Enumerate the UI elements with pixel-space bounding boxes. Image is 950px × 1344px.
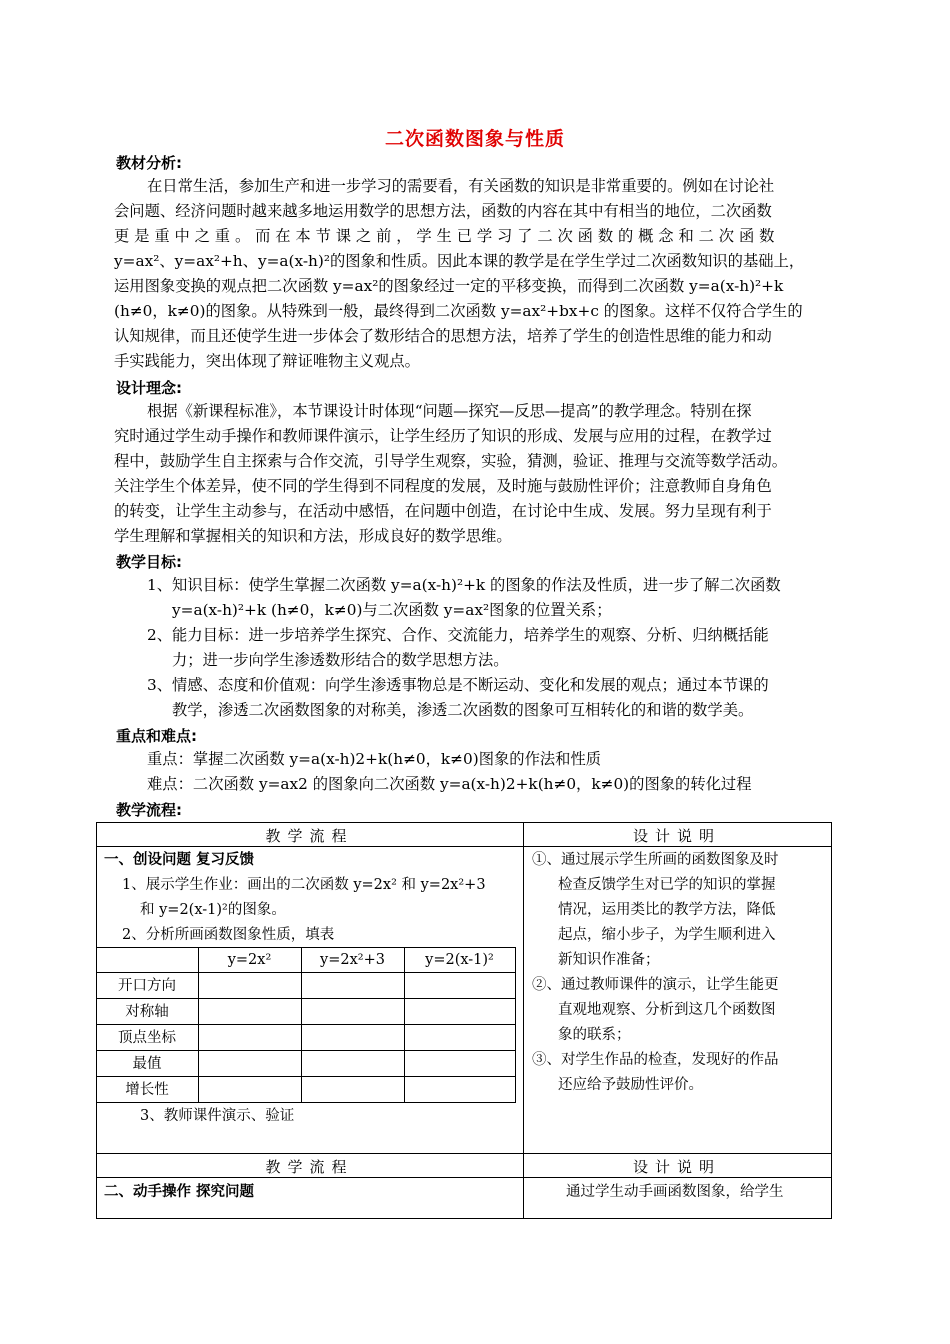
design-note: 情况，运用类比的教学方法，降低 [558, 902, 776, 918]
design-note: 还应给予鼓励性评价。 [558, 1077, 703, 1093]
part2-note: 通过学生动手画函数图象，给学生 [566, 1184, 784, 1200]
part1-title: 一、创设问题 复习反馈 [104, 852, 255, 868]
part1-item: 1、展示学生作业：画出的二次函数 y=2x² 和 y=2x²+3 [122, 877, 486, 893]
paragraph-line: 的转变，让学生主动参与，在活动中感悟，在问题中创造，在讨论中生成、发展。努力呈现有利于 [114, 502, 772, 520]
key-point-line: 重点：掌握二次函数 y=a(x-h)2+k(h≠0，k≠0)图象的作法和性质 [147, 750, 602, 768]
table-header-flow-2: 教学流程 [265, 1158, 354, 1176]
column-header: y=2x² [227, 952, 272, 968]
paragraph-line: 认知规律，而且还使学生进一步体会了数形结合的思想方法，培养了学生的创造性思维的能力和动 [114, 327, 772, 345]
row-header: 对称轴 [125, 1004, 169, 1020]
paragraph-line: (h≠0，k≠0)的图象。从特殊到一般，最终得到二次函数 y=ax²+bx+c 的图象。这样不仅符合学生的 [114, 302, 803, 320]
design-note: ①、通过展示学生所画的函数图象及时 [532, 852, 779, 868]
section-heading-key-points: 重点和难点: [116, 727, 197, 745]
design-note: ③、对学生作品的检查，发现好的作品 [532, 1052, 779, 1068]
goal-line: y=a(x-h)²+k (h≠0，k≠0)与二次函数 y=ax²图象的位置关系； [172, 601, 612, 619]
table-header-notes: 设计说明 [632, 827, 721, 845]
paragraph-line: 手实践能力，突出体现了辩证唯物主义观点。 [114, 352, 420, 370]
row-header: 最值 [132, 1056, 162, 1072]
page-title: 二次函数图象与性质 [384, 128, 565, 150]
paragraph-line: 在日常生活，参加生产和进一步学习的需要看，有关函数的知识是非常重要的。例如在讨论社 [147, 177, 775, 195]
design-note: 新知识作准备； [558, 952, 660, 968]
column-header: y=2x²+3 [320, 952, 385, 968]
design-note: 检查反馈学生对已学的知识的掌握 [558, 877, 776, 893]
part1-item: 和 y=2(x-1)²的图象。 [140, 902, 286, 918]
paragraph-line: 运用图象变换的观点把二次函数 y=ax²的图象经过一定的平移变换，而得到二次函数 y=a(x-h)²+k [114, 277, 784, 295]
goal-line: 教学，渗透二次函数图象的对称美，渗透二次函数的图象可互相转化的和谐的数学美。 [172, 701, 754, 719]
column-header: y=2(x-1)² [425, 952, 494, 968]
section-heading-teaching-flow: 教学流程: [116, 801, 182, 819]
table-header-flow: 教学流程 [265, 827, 354, 845]
section-heading-design-concept: 设计理念: [116, 379, 182, 397]
table-header-notes-2: 设计说明 [632, 1158, 721, 1176]
paragraph-line: 会问题、经济问题时越来越多地运用数学的思想方法，函数的内容在其中有相当的地位，二次函数 [114, 202, 772, 220]
design-note: 象的联系； [558, 1027, 631, 1043]
goal-line: 1、知识目标：使学生掌握二次函数 y=a(x-h)²+k 的图象的作法及性质，进一步了解二次函数 [147, 576, 781, 594]
paragraph-line: 关注学生个体差异，使不同的学生得到不同程度的发展，及时施与鼓励性评价；注意教师自身角色 [114, 477, 772, 495]
design-note: 起点，缩小步子，为学生顺利进入 [558, 927, 776, 943]
part2-title: 二、动手操作 探究问题 [104, 1184, 255, 1200]
part1-item: 3、教师课件演示、验证 [140, 1108, 295, 1124]
paragraph-line: 更 是 重 中 之 重 。 而 在 本 节 课 之 前 ， 学 生 已 学 习 了 二 次 函 数 的 概 念 和 二 次 函 数 [114, 227, 775, 245]
difficulty-line: 难点：二次函数 y=ax2 的图象向二次函数 y=a(x-h)2+k(h≠0，k≠0)的图象的转化过程 [147, 775, 752, 793]
row-header: 开口方向 [118, 978, 176, 994]
paragraph-line: 学生理解和掌握相关的知识和方法，形成良好的数学思维。 [114, 527, 512, 545]
goal-line: 2、能力目标：进一步培养学生探究、合作、交流能力，培养学生的观察、分析、归纳概括能 [147, 626, 769, 644]
row-header: 顶点坐标 [118, 1030, 176, 1046]
section-heading-material-analysis: 教材分析: [116, 154, 182, 172]
part1-item: 2、分析所画函数图象性质，填表 [122, 927, 335, 943]
paragraph-line: y=ax²、y=ax²+h、y=a(x-h)²的图象和性质。因此本课的教学是在学生学过二次函数知识的基础上， [114, 252, 805, 270]
row-header: 增长性 [125, 1082, 169, 1098]
goal-line: 力；进一步向学生渗透数形结合的数学思想方法。 [172, 651, 509, 669]
design-note: ②、通过教师课件的演示，让学生能更 [532, 977, 779, 993]
paragraph-line: 根据《新课程标准》，本节课设计时体现“问题—探究—反思—提高”的教学理念。特别在探 [147, 402, 752, 420]
design-note: 直观地观察、分析到这几个函数图 [558, 1002, 776, 1018]
paragraph-line: 程中，鼓励学生自主探索与合作交流，引导学生观察，实验，猜测，验证、推理与交流等数学活动。 [114, 452, 788, 470]
goal-line: 3、情感、态度和价值观：向学生渗透事物总是不断运动、变化和发展的观点；通过本节课的 [147, 676, 769, 694]
paragraph-line: 究时通过学生动手操作和教师课件演示，让学生经历了知识的形成、发展与应用的过程，在教学过 [114, 427, 772, 445]
section-heading-teaching-goals: 教学目标: [116, 553, 182, 571]
